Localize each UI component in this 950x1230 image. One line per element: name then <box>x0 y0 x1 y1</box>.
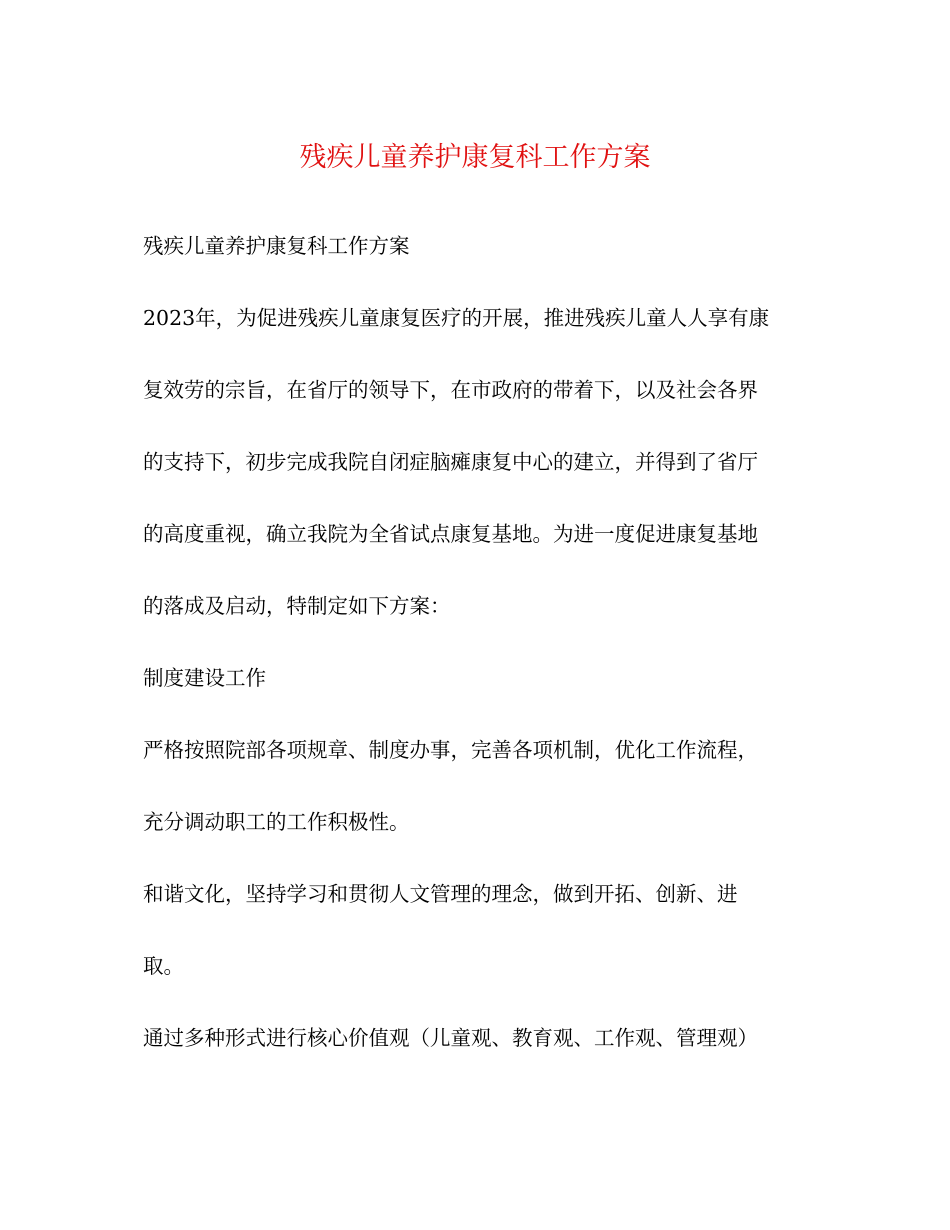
paragraph-line: 通过多种形式进行核心价值观（儿童观、教育观、工作观、管理观） <box>143 1026 758 1050</box>
paragraph-line: 严格按照院部各项规章、制度办事，完善各项机制，优化工作流程， <box>143 738 758 762</box>
document-title: 残疾儿童养护康复科工作方案 <box>299 142 651 173</box>
paragraph-line: 2023年，为促进残疾儿童康复医疗的开展，推进残疾儿童人人享有康 <box>143 306 770 330</box>
paragraph-line: 的高度重视，确立我院为全省试点康复基地。为进一度促进康复基地 <box>143 522 758 546</box>
paragraph-line: 的支持下，初步完成我院自闭症脑瘫康复中心的建立，并得到了省厅 <box>143 450 758 474</box>
paragraph-line: 取。 <box>143 954 184 978</box>
paragraph-line: 的落成及启动，特制定如下方案： <box>143 594 451 618</box>
paragraph-line: 充分调动职工的工作积极性。 <box>143 810 410 834</box>
paragraph-line: 和谐文化，坚持学习和贯彻人文管理的理念，做到开拓、创新、进 <box>143 882 738 906</box>
subtitle-line: 残疾儿童养护康复科工作方案 <box>143 234 410 258</box>
paragraph-line: 复效劳的宗旨，在省厅的领导下，在市政府的带着下，以及社会各界 <box>143 378 758 402</box>
section-heading: 制度建设工作 <box>143 666 266 690</box>
